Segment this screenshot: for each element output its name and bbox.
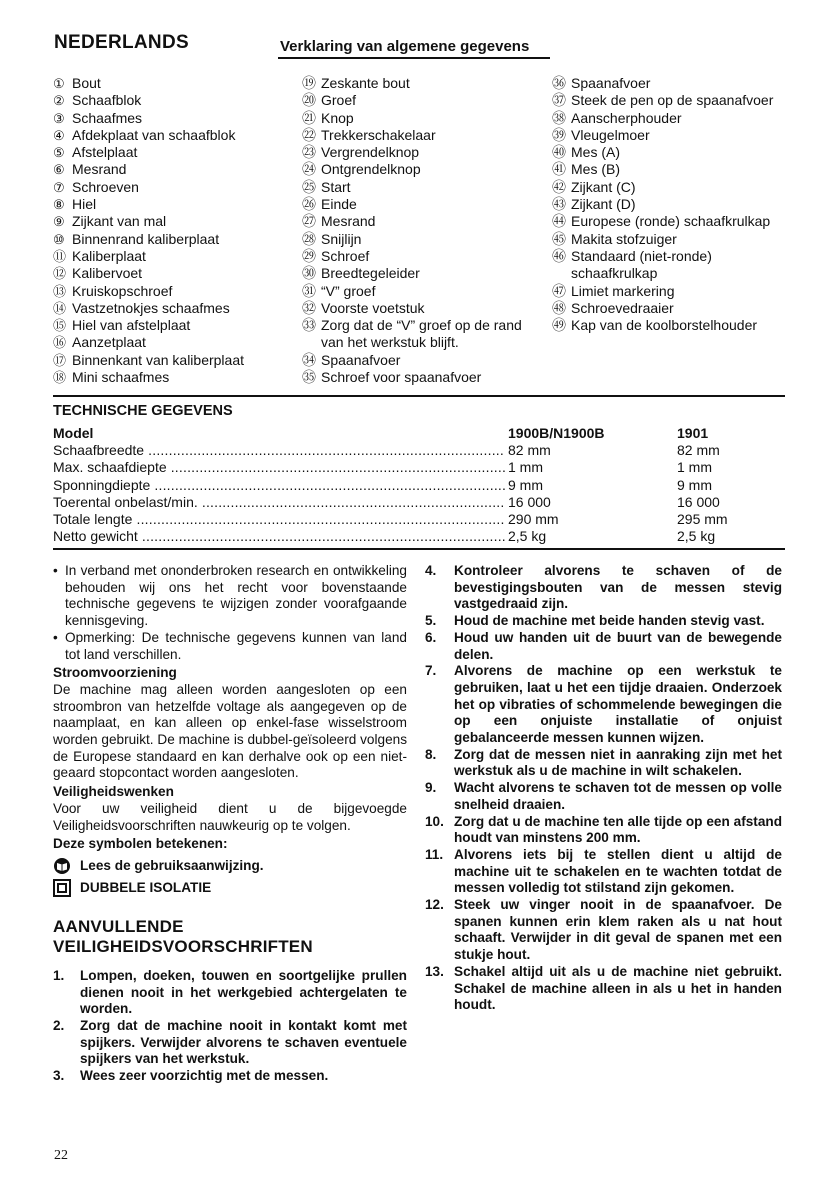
spec-value: 9 mm xyxy=(677,476,712,493)
legend-item xyxy=(302,110,532,127)
legend-number: ⑧ xyxy=(53,197,65,213)
symbol-double-insulation: DUBBELE ISOLATIE xyxy=(53,879,407,897)
legend-item xyxy=(302,75,532,92)
legend-number: ㊾ xyxy=(552,317,566,334)
safety-rule xyxy=(53,968,407,1018)
spec-label: Netto gewicht ..... xyxy=(53,528,505,545)
legend-item xyxy=(552,317,784,334)
legend-item xyxy=(552,127,784,144)
legend-label: Mes (A) xyxy=(571,144,620,161)
legend-label: Kaliberplaat xyxy=(72,247,146,264)
spec-label: Schaafbreedte ..... xyxy=(53,442,505,459)
legend-number: ㉘ xyxy=(302,230,316,247)
legend-number: ⑫ xyxy=(53,266,67,282)
legend-label: Schroeven xyxy=(72,178,139,195)
page-number: 22 xyxy=(54,1148,68,1163)
read-manual-icon xyxy=(53,857,71,875)
safety-title: Veiligheidswenken xyxy=(53,784,174,800)
legend-label: Snijlijn xyxy=(321,230,362,247)
legend-number: ⑭ xyxy=(53,300,67,316)
legend-label: Groef xyxy=(321,92,357,109)
note-bullet: • Opmerking: De technische gegevens kunnen van land tot land verschillen. xyxy=(53,629,407,662)
legend-item xyxy=(53,110,281,127)
rule-number: 8. xyxy=(425,746,437,762)
section-divider xyxy=(53,395,785,397)
rule-number: 3. xyxy=(53,1068,65,1084)
legend-number: ㊷ xyxy=(552,178,566,195)
legend-number: ㊳ xyxy=(552,109,566,126)
spec-header-model1: 1900B/N1900B xyxy=(508,425,605,441)
legend-number: ㉖ xyxy=(302,196,316,213)
safety-rule xyxy=(53,1068,407,1085)
power-text: De machine mag alleen worden aangesloten op een stroombron van hetzelfde voltage als aangegeven op de naamplaat, en kan alleen op enkel-fase wisselstroom worden gebruikt. De machine is dubbel-geïsoleerd volgens de Europese standaard en kan derhalve ook op een niet-geaard stopcontact worden aangesloten. xyxy=(53,681,407,781)
safety-rules-right xyxy=(425,563,782,1014)
section-heading: Verklaring van algemene gegevens xyxy=(280,38,530,55)
legend-number: ⑨ xyxy=(53,214,65,230)
legend-item xyxy=(53,369,281,386)
power-title: Stroomvoorziening xyxy=(53,665,177,681)
legend-label: Bout xyxy=(72,75,101,91)
legend-label: Start xyxy=(321,178,351,195)
legend-item xyxy=(302,352,532,369)
legend-label: Steek de pen op de spaanafvoer xyxy=(571,92,774,109)
legend-label: Spaanafvoer xyxy=(571,75,651,91)
legend-item xyxy=(53,196,281,213)
legend-number: ㉞ xyxy=(302,351,316,368)
safety-rule xyxy=(425,563,782,613)
legend-number: ㊻ xyxy=(552,247,566,264)
legend-number: ④ xyxy=(53,127,65,143)
safety-rule xyxy=(425,964,782,1014)
legend-number: ㊲ xyxy=(552,92,566,109)
spec-value: 9 mm xyxy=(508,476,543,493)
legend-item xyxy=(302,213,532,230)
legend-label: Zijkant (C) xyxy=(571,178,636,195)
legend-label: Knop xyxy=(321,109,354,126)
legend-number: ㊸ xyxy=(552,196,566,213)
legend-label: Zijkant van mal xyxy=(72,213,167,230)
safety-rules-left xyxy=(53,968,407,1085)
legend-number: ㉗ xyxy=(302,213,316,230)
rule-number: 1. xyxy=(53,967,65,983)
spec-label: Toerental onbelast/min. ..... xyxy=(53,494,505,511)
rule-number: 9. xyxy=(425,780,437,796)
safety-rule xyxy=(425,780,782,813)
language-title: NEDERLANDS xyxy=(54,32,189,53)
legend-item xyxy=(302,196,532,213)
legend-number: ㉔ xyxy=(302,161,316,178)
spec-label: Sponningdiepte ..... xyxy=(53,477,505,494)
legend-label: Schaafblok xyxy=(72,92,142,109)
spec-header-model2: 1901 xyxy=(677,425,709,441)
spec-row xyxy=(53,442,785,459)
legend-item xyxy=(53,300,281,317)
legend-item xyxy=(53,213,281,230)
legend-label: Kalibervoet xyxy=(72,265,143,282)
legend-number: ㉑ xyxy=(302,109,316,126)
legend-item xyxy=(302,179,532,196)
legend-label: Schroevedraaier xyxy=(571,299,674,316)
rule-number: 7. xyxy=(425,663,437,679)
technical-title: TECHNISCHE GEGEVENS xyxy=(53,403,233,419)
legend-item xyxy=(302,283,532,300)
rule-text: Schakel altijd uit als u de machine niet gebruikt. Schakel de machine alleen in als u het in handen houdt. xyxy=(454,963,782,1013)
spec-row xyxy=(53,511,785,528)
legend-label: Aanscherphouder xyxy=(571,109,682,126)
legend-label: Vergrendelknop xyxy=(321,144,420,161)
legend-label: Makita stofzuiger xyxy=(571,230,677,247)
legend-item xyxy=(53,231,281,248)
legend-item xyxy=(53,92,281,109)
legend-item xyxy=(302,127,532,144)
legend-item xyxy=(552,110,784,127)
legend-label: Kap van de koolborstelhouder xyxy=(571,317,758,334)
legend-number: ㉝ xyxy=(302,317,316,334)
legend-number: ⑱ xyxy=(53,370,67,386)
safety-rule xyxy=(53,1018,407,1068)
legend-label: Standaard (niet-ronde) schaafkrulkap xyxy=(571,247,712,282)
legend-number: ㊽ xyxy=(552,299,566,316)
legend-item xyxy=(302,369,532,386)
safety-rule xyxy=(425,630,782,663)
note-bullet: • In verband met ononderbroken research en ontwikkeling behouden wij ons het recht voor bovenstaande technische gegevens te wijzigen zonder voorafgaande kennisgeving. xyxy=(53,563,407,629)
legend-column-1 xyxy=(53,75,281,386)
legend-number: ㉟ xyxy=(302,369,316,386)
spec-value: 16 000 xyxy=(677,493,720,510)
legend-item xyxy=(302,92,532,109)
legend-item xyxy=(53,127,281,144)
spec-value: 82 mm xyxy=(508,442,551,459)
legend-label: “V” groef xyxy=(321,282,376,299)
legend-label: Mes (B) xyxy=(571,161,620,178)
spec-value: 1 mm xyxy=(677,459,712,476)
legend-number: ㉜ xyxy=(302,299,316,316)
spec-divider xyxy=(53,548,785,550)
legend-number: ⑲ xyxy=(302,75,316,91)
legend-label: Aanzetplaat xyxy=(72,334,146,351)
heading-underline xyxy=(278,57,550,59)
legend-number: ㉙ xyxy=(302,247,316,264)
legend-number: ⑬ xyxy=(53,283,67,299)
legend-label: Schroef xyxy=(321,247,370,264)
legend-item xyxy=(552,75,784,92)
rule-text: Alvorens de machine op een werkstuk te gebruiken, laat u het een tijdje draaien. Onderzoek het op vibraties of schommelende bewegingen die op een onjuiste installatie of onjuist gebalanceerde messen kunnen wijzen. xyxy=(454,663,782,746)
legend-number: ③ xyxy=(53,110,65,126)
legend-label: Europese (ronde) schaafkrulkap xyxy=(571,213,771,230)
rule-number: 4. xyxy=(425,563,437,578)
spec-table xyxy=(53,425,785,545)
safety-rule xyxy=(425,814,782,847)
legend-number: ㊴ xyxy=(552,126,566,143)
legend-number: ㊺ xyxy=(552,230,566,247)
legend-number: ㉓ xyxy=(302,144,316,161)
legend-label: Schroef voor spaanafvoer xyxy=(321,369,482,386)
additional-safety-title: AANVULLENDE VEILIGHEIDSVOORSCHRIFTEN xyxy=(53,916,313,957)
legend-number: ⑦ xyxy=(53,179,65,195)
legend-number: ⑩ xyxy=(53,231,65,247)
legend-item xyxy=(53,283,281,300)
legend-number: ⑥ xyxy=(53,162,65,178)
rule-text: Lompen, doeken, touwen en soortgelijke prullen dienen nooit in het werkgebied achtergelaten te worden. xyxy=(80,967,407,1017)
legend-label: Voorste voetstuk xyxy=(321,299,425,316)
legend-label: Mini schaafmes xyxy=(72,369,170,386)
legend-column-3 xyxy=(552,75,784,334)
spec-value: 16 000 xyxy=(508,493,551,510)
legend-item xyxy=(302,317,532,352)
spec-row xyxy=(53,494,785,511)
legend-number: ㊶ xyxy=(552,161,566,178)
legend-item xyxy=(302,300,532,317)
legend-column-2 xyxy=(302,75,532,386)
legend-label: Spaanafvoer xyxy=(321,351,401,368)
legend-label: Breedtegeleider xyxy=(321,265,420,282)
rule-number: 2. xyxy=(53,1018,65,1034)
left-column xyxy=(53,563,407,1085)
spec-header-row xyxy=(53,425,785,442)
symbol-read-manual: Lees de gebruiksaanwijzing. xyxy=(53,857,407,875)
rule-text: Kontroleer alvorens te schaven of de bevestigingsbouten van de messen stevig vastgedraaid zijn. xyxy=(454,563,782,612)
legend-label: Einde xyxy=(321,196,357,213)
legend-label: Zeskante bout xyxy=(321,75,410,91)
rule-number: 13. xyxy=(425,963,444,979)
rule-text: Houd de machine met beide handen stevig vast. xyxy=(454,613,765,629)
legend-label: Vastzetnokjes schaafmes xyxy=(72,299,230,316)
rule-text: Zorg dat de messen niet in aanraking zijn met het werkstuk als u de machine in wilt schakelen. xyxy=(454,746,782,779)
legend-item xyxy=(53,352,281,369)
rule-text: Wacht alvorens te schaven tot de messen op volle snelheid draaien. xyxy=(454,780,782,812)
legend-label: Hiel xyxy=(72,196,97,213)
legend-label: Kruiskopschroef xyxy=(72,282,173,299)
legend-item xyxy=(302,248,532,265)
legend-item xyxy=(53,317,281,334)
spec-value: 290 mm xyxy=(508,510,559,527)
legend-item xyxy=(53,179,281,196)
legend-item xyxy=(552,231,784,248)
legend-number: ㉕ xyxy=(302,178,316,195)
legend-label: Trekkerschakelaar xyxy=(321,126,436,143)
legend-item xyxy=(53,75,281,92)
legend-label: Mesrand xyxy=(321,213,376,230)
rule-text: Steek uw vinger nooit in de spaanafvoer. De spanen kunnen erin klem raken als u nat hout schaaft. Verwijder in dit geval de spanen met een stukje hout. xyxy=(454,897,782,963)
safety-rule xyxy=(425,613,782,630)
legend-number: ㉒ xyxy=(302,126,316,143)
legend-item xyxy=(53,265,281,282)
legend-item xyxy=(552,144,784,161)
rule-text: Zorg dat u de machine ten alle tijde op een afstand houdt van minstens 200 mm. xyxy=(454,813,782,846)
rule-text: Alvorens iets bij te stellen dient u altijd de machine uit te schakelen en te wachten totdat de messen volledig tot stilstand zijn gekomen. xyxy=(454,846,782,896)
rule-number: 11. xyxy=(425,846,444,862)
legend-number: ㊼ xyxy=(552,282,566,299)
spec-value: 2,5 kg xyxy=(508,528,547,545)
rule-text: Wees zeer voorzichtig met de messen. xyxy=(80,1068,329,1084)
legend-item xyxy=(302,161,532,178)
legend-number: ⑮ xyxy=(53,318,67,334)
legend-item xyxy=(53,248,281,265)
legend-item xyxy=(53,144,281,161)
legend-number: ㊵ xyxy=(552,144,566,161)
spec-header-model: Model xyxy=(53,425,94,441)
legend-label: Binnenkant van kaliberplaat xyxy=(72,351,245,368)
legend-label: Binnenrand kaliberplaat xyxy=(72,230,220,247)
legend-label: Afstelplaat xyxy=(72,144,138,161)
spec-value: 82 mm xyxy=(677,442,720,459)
legend-label: Mesrand xyxy=(72,161,127,178)
legend-item xyxy=(53,334,281,351)
symbols-title: Deze symbolen betekenen: xyxy=(53,836,228,852)
legend-item xyxy=(552,213,784,230)
legend-label: Vleugelmoer xyxy=(571,126,650,143)
legend-label: Schaafmes xyxy=(72,109,143,126)
spec-label: Max. schaafdiepte ..... xyxy=(53,459,505,476)
legend-number: ① xyxy=(53,76,65,91)
legend-label: Ontgrendelknop xyxy=(321,161,421,178)
legend-number: ② xyxy=(53,93,65,109)
spec-row xyxy=(53,477,785,494)
legend-number: ㊹ xyxy=(552,213,566,230)
legend-item xyxy=(552,196,784,213)
rule-number: 10. xyxy=(425,813,444,829)
spec-row xyxy=(53,459,785,476)
legend-item xyxy=(552,161,784,178)
legend-number: ⑤ xyxy=(53,145,65,161)
legend-item xyxy=(552,300,784,317)
legend-label: Zijkant (D) xyxy=(571,196,636,213)
safety-rule xyxy=(425,847,782,897)
safety-rule xyxy=(425,747,782,780)
spec-row xyxy=(53,528,785,545)
spec-value: 2,5 kg xyxy=(677,528,716,545)
legend-number: ㊱ xyxy=(552,75,566,91)
legend-number: ⑰ xyxy=(53,352,67,368)
legend-label: Afdekplaat van schaafblok xyxy=(72,126,236,143)
legend-item xyxy=(552,179,784,196)
spec-value: 1 mm xyxy=(508,459,543,476)
rule-number: 5. xyxy=(425,613,437,629)
legend-item xyxy=(552,92,784,109)
rule-text: Houd uw handen uit de buurt van de bewegende delen. xyxy=(454,629,782,662)
legend-label: Limiet markering xyxy=(571,282,675,299)
safety-rule xyxy=(425,663,782,747)
legend-item xyxy=(53,161,281,178)
legend-item xyxy=(302,231,532,248)
legend-item xyxy=(552,248,784,283)
legend-item xyxy=(302,144,532,161)
double-insulation-icon xyxy=(53,879,71,897)
legend-item xyxy=(552,283,784,300)
legend-number: ⑳ xyxy=(302,92,316,109)
legend-number: ㉛ xyxy=(302,282,316,299)
safety-rule xyxy=(425,897,782,964)
spec-label: Totale lengte ..... xyxy=(53,511,505,528)
legend-number: ㉚ xyxy=(302,265,316,282)
rule-number: 12. xyxy=(425,897,444,913)
legend-number: ⑪ xyxy=(53,248,67,264)
rule-number: 6. xyxy=(425,629,437,645)
legend-item xyxy=(302,265,532,282)
legend-number: ⑯ xyxy=(53,335,67,351)
rule-text: Zorg dat de machine nooit in kontakt komt met spijkers. Verwijder alvorens te schaven eventuele spijkers van het werkstuk. xyxy=(80,1018,407,1067)
spec-value: 295 mm xyxy=(677,510,728,527)
legend-label: Hiel van afstelplaat xyxy=(72,317,191,334)
right-column xyxy=(425,563,782,1014)
legend-label: Zorg dat de “V” groef op de rand van het werkstuk blijft. xyxy=(321,317,522,351)
safety-text: Voor uw veiligheid dient u de bijgevoegde Veiligheidsvoorschriften nauwkeurig op te volgen. xyxy=(53,800,407,833)
